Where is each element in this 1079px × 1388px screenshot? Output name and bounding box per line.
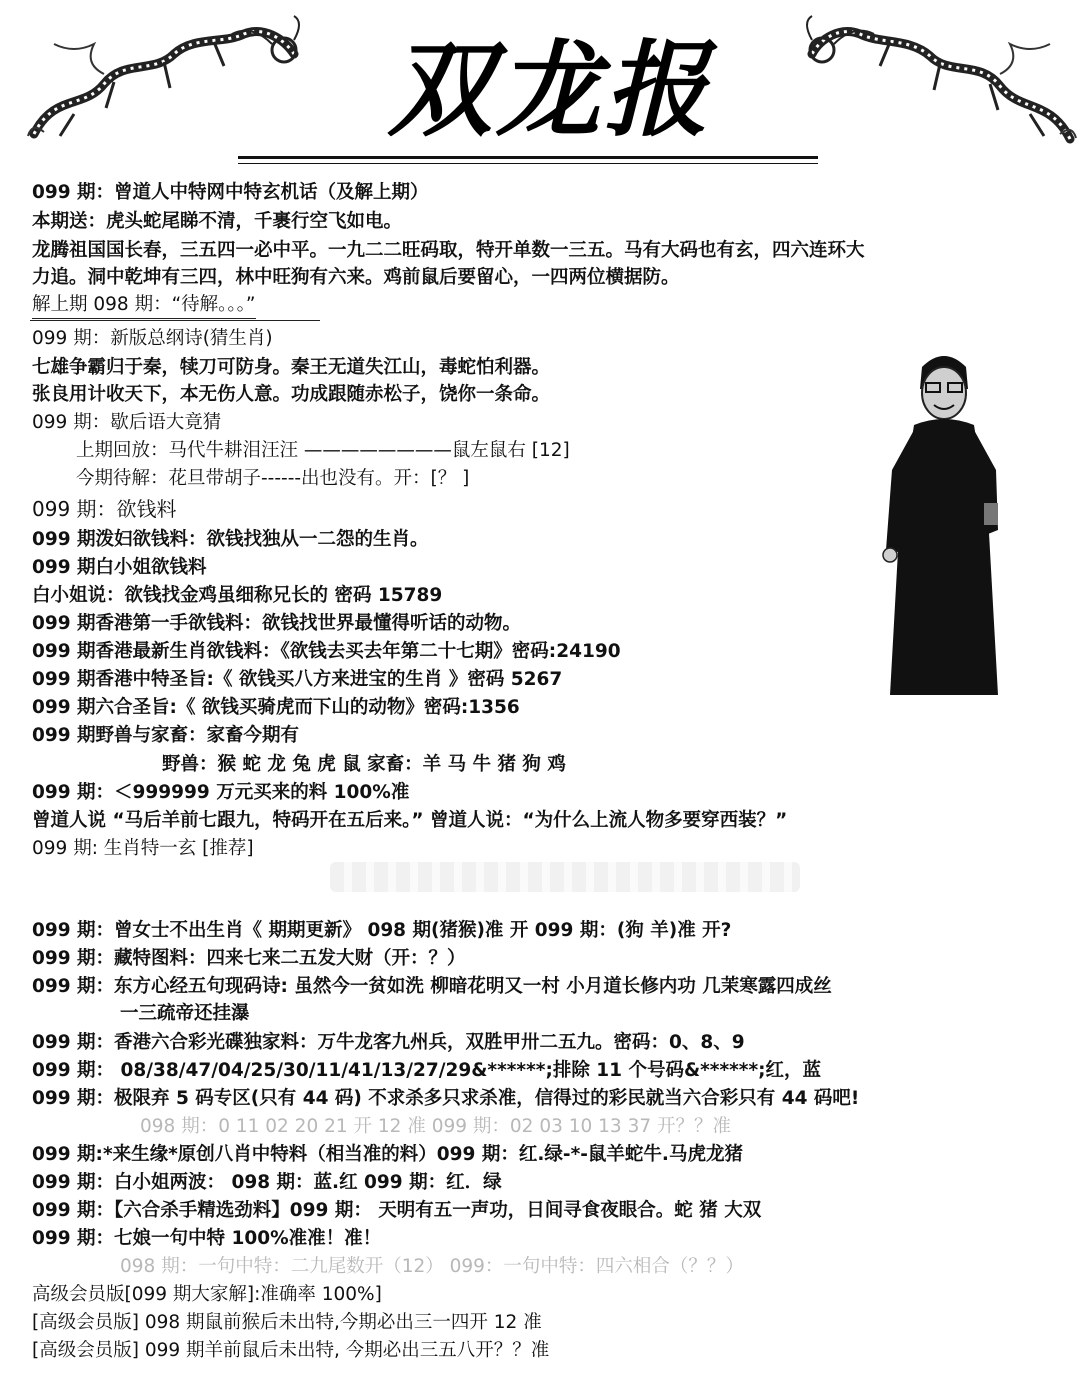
text-line-25: 099 期：曾女士不出生肖《 期期更新》 098 期(猪猴)准 开 099 期：(狗 羊)准 开?	[32, 920, 732, 941]
text-line-14: 099 期白小姐欲钱料	[32, 557, 207, 578]
text-line-24: 099 期: 生肖特一玄 [推荐]	[32, 838, 254, 859]
text-line-39: [高级会员版] 098 期鼠前猴后未出特,今期必出三一四开 12 准	[32, 1312, 542, 1333]
text-line-3: 龙腾祖国国长春，三五四一必中平。一九二二旺码取，特开单数一三五。马有大码也有玄，四六连环大	[32, 240, 865, 261]
left-dragon-icon	[14, 14, 304, 154]
text-line-2: 本期送：虎头蛇尾睇不清，千裹行空飞如电。	[32, 211, 403, 232]
text-line-15: 白小姐说：欲钱找金鸡虽细称兄长的 密码 15789	[32, 585, 443, 606]
man-portrait-icon	[874, 345, 1014, 705]
text-line-20: 099 期野兽与家畜：家畜今期有	[32, 725, 300, 746]
text-line-34: 099 期：白小姐两波： 098 期：蓝.红 099 期：红．绿	[32, 1172, 502, 1193]
text-line-12: 099 期：欲钱料	[32, 497, 177, 521]
masthead-rule-thin	[238, 163, 818, 164]
text-line-32: 098 期：0 11 02 20 21 开 12 准 099 期：02 03 10 13 37 开？？准	[140, 1116, 732, 1137]
text-line-6: 099 期：新版总纲诗(猜生肖)	[32, 328, 273, 349]
text-line-17: 099 期香港最新生肖欲钱料：《欲钱去买去年第二十七期》密码:24190	[32, 641, 621, 662]
text-line-4: 力追。洞中乾坤有三四，林中旺狗有六来。鸡前鼠后要留心，一四两位横据防。	[32, 267, 680, 288]
text-line-21: 野兽：猴 蛇 龙 兔 虎 鼠 家畜：羊 马 牛 猪 狗 鸡	[162, 754, 566, 775]
text-line-5: 解上期 098 期：“待解。。。”	[32, 292, 256, 319]
masthead-rule	[238, 156, 818, 159]
text-line-19: 099 期六合圣旨:《 欲钱买骑虎而下山的动物》密码:1356	[32, 697, 520, 718]
text-line-18: 099 期香港中特圣旨:《 欲钱买八方来进宝的生肖 》密码 5267	[32, 669, 563, 690]
text-line-40: [高级会员版] 099 期羊前鼠后未出特, 今期必出三五八开？？准	[32, 1340, 550, 1361]
text-line-1: 099 期：曾道人中特网中特玄机话（及解上期）	[32, 182, 429, 203]
text-line-7: 七雄争霸归于秦，犊刀可防身。秦王无道失江山，毒蛇怕利器。	[32, 357, 551, 378]
text-line-8: 张良用计收天下，本无伤人意。功成跟随赤松子，饶你一条命。	[32, 384, 551, 405]
text-line-13: 099 期泼妇欲钱料：欲钱找独从一二怨的生肖。	[32, 529, 429, 550]
blurred-banner	[330, 862, 800, 892]
text-line-36: 099 期：七娘一句中特 100%准准！准！	[32, 1228, 382, 1249]
text-line-11: 今期待解：花旦带胡子------出也没有。开：[？ ]	[76, 468, 470, 489]
text-line-9: 099 期：歇后语大竟猜	[32, 412, 222, 433]
text-line-37: 098 期：一句中特：二九尾数开（12） 099：一句中特：四六相合（？？）	[120, 1256, 744, 1277]
text-line-10: 上期回放：马代牛耕泪汪汪 ————————鼠左鼠右 [12]	[76, 440, 570, 461]
text-line-23: 曾道人说 “马后羊前七跟九，特码开在五后来。” 曾道人说：“为什么上流人物多要穿西装？”	[32, 810, 788, 831]
right-dragon-icon	[800, 14, 1079, 154]
text-line-26: 099 期：藏特图料：四来七来二五发大财（开：？）	[32, 948, 466, 969]
text-line-33: 099 期:*来生缘*原创八肖中特料（相当准的料）099 期：红.绿-*-鼠羊蛇牛.马虎龙猪	[32, 1144, 743, 1165]
text-line-31: 099 期：极限弃 5 码专区(只有 44 码) 不求杀多只求杀准，信得过的彩民就当六合彩只有 44 码吧!	[32, 1088, 860, 1109]
text-line-16: 099 期香港第一手欲钱料：欲钱找世界最懂得听话的动物。	[32, 613, 522, 634]
masthead-title: 双龙报	[387, 28, 712, 151]
text-line-38: 高级会员版[099 期大家解]:准确率 100%]	[32, 1284, 382, 1305]
text-line-30: 099 期： 08/38/47/04/25/30/11/41/13/27/29&******;排除 11 个号码&******;红，蓝	[32, 1060, 822, 1081]
separator	[30, 320, 320, 321]
text-line-27: 099 期：东方心经五句现码诗: 虽然今一贫如洗 柳暗花明又一村 小月道长修内功 几茉寒露四成丝	[32, 976, 832, 997]
text-line-22: 099 期：＜999999 万元买来的料 100%准	[32, 782, 410, 803]
text-line-35: 099 期：【六合杀手精选劲料】099 期： 天明有五一声功，日间寻食夜眼合。蛇 猪 大双	[32, 1200, 762, 1221]
text-line-28: 一三疏帝还挂瀑	[120, 1003, 250, 1024]
text-line-29: 099 期：香港六合彩光碟独家料：万牛龙客九州兵，双胜甲卅二五九。密码：0、8、9	[32, 1032, 745, 1053]
